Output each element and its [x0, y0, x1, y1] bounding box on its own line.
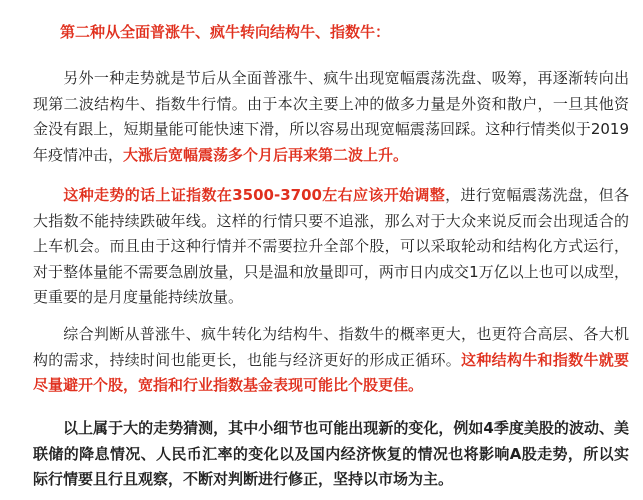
paragraph-1-text: 另外一种走势就是节后从全面普涨牛、疯牛出现宽幅震荡洗盘、吸筹，再逐渐转向出现第二波结构牛、指数牛行情。由于本次主要上冲的做多力量是外资和散户，一旦其他资金没有跟上，短期量能可能快速下滑，所以容易出现宽幅震荡回踩。这种行情类似于2019年疫情冲击， — [33, 69, 629, 164]
paragraph-2-highlight: 这种走势的话上证指数在3500-3700左右应该开始调整 — [63, 186, 446, 204]
paragraph-1 — [33, 66, 629, 168]
paragraph-2-text: ，进行宽幅震荡洗盘，但各大指数不能持续跌破年线。这样的行情只要不追涨，那么对于大众来说反而会出现适合的上车机会。而且由于这种行情并不需要拉升全部个股，可以采取轮动和结构化方式运行，对于整体量能不需要急剧放量，只是温和放量即可，两市日内成交1万亿以上也可以成型，更重要的是月度量能持续放量。 — [33, 186, 629, 306]
paragraph-3-highlight: 这种结构牛和指数牛就要尽量避开个股，宽指和行业指数基金表现可能比个股更佳。 — [33, 350, 629, 394]
section-heading: 第二种从全面普涨牛、疯牛转向结构牛、指数牛： — [60, 23, 391, 41]
paragraph-3 — [33, 322, 629, 399]
paragraph-1-highlight: 大涨后宽幅震荡多个月后再来第二波上升。 — [123, 145, 409, 164]
paragraph-4 — [33, 416, 629, 493]
paragraph-4-text: 以上属于大的走势猜测，其中小细节也可能出现新的变化，例如4季度美股的波动、美联储的降息情况、人民币汇率的变化以及国内经济恢复的情况也将影响A股走势，所以实际行情要且行且观察，不断对判断进行修正，坚持以市场为主。 — [33, 419, 629, 488]
paragraph-2 — [33, 183, 629, 311]
paragraph-3-text: 综合判断从普涨牛、疯牛转化为结构牛、指数牛的概率更大，也更符合高层、各大机构的需求，持续时间也能更长，也能与经济更好的形成正循环。 — [33, 325, 629, 369]
